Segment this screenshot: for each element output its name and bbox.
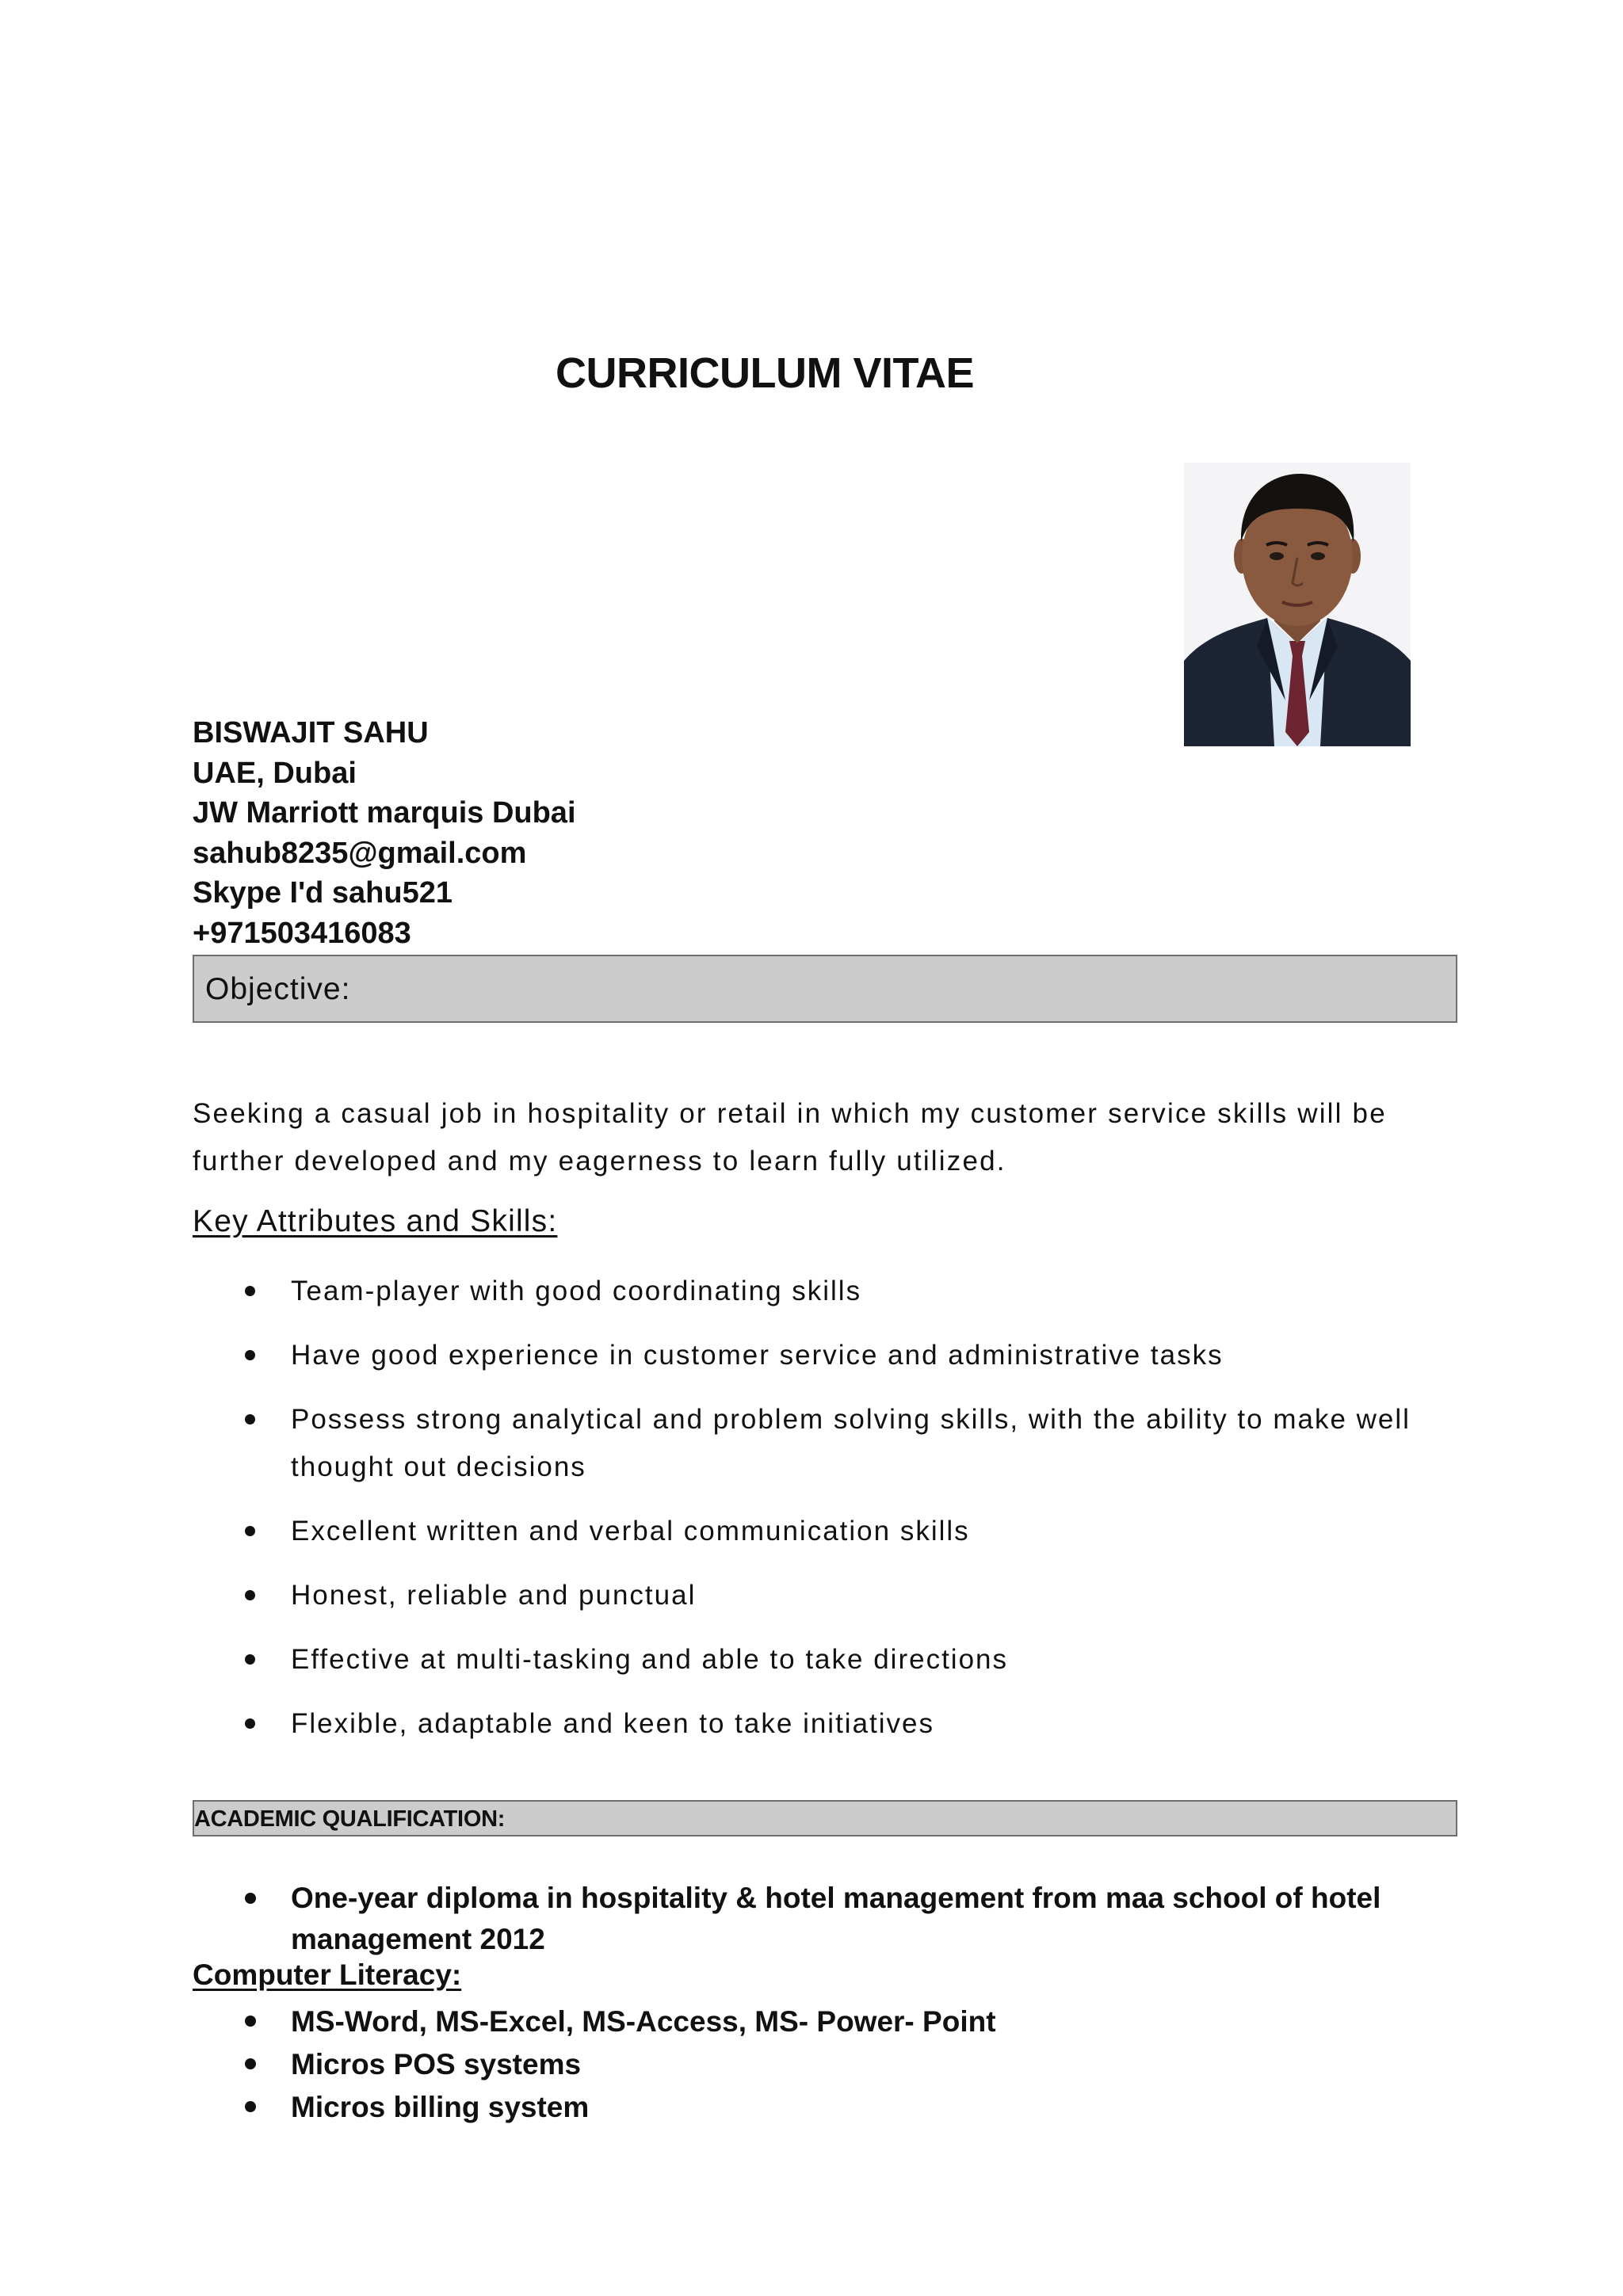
bullet-icon: [245, 1654, 255, 1665]
bullet-icon: [245, 1718, 255, 1729]
candidate-skype: Skype I'd sahu521: [193, 876, 453, 910]
candidate-name: BISWAJIT SAHU: [193, 716, 429, 749]
computer-text: MS-Word, MS-Excel, MS-Access, MS- Power- Point: [291, 2005, 996, 2038]
document-title: CURRICULUM VITAE: [556, 349, 974, 397]
computer-item: [0, 2043, 1432, 2086]
bullet-icon: [245, 2016, 256, 2027]
bullet-icon: [245, 1286, 255, 1296]
candidate-location: UAE, Dubai: [193, 756, 357, 790]
skill-item: [0, 1508, 1432, 1555]
objective-heading: Objective:: [205, 972, 351, 1006]
computer-item: [0, 2086, 1432, 2129]
skill-text: Effective at multi-tasking and able to take directions: [291, 1644, 1009, 1675]
skill-item: [0, 1268, 1432, 1315]
academic-text: One-year diploma in hospitality & hotel management from maa school of hotel management 2012: [291, 1882, 1381, 1955]
profile-photo: [1184, 463, 1411, 746]
academic-heading-box: [193, 1800, 1457, 1836]
candidate-phone: +971503416083: [193, 916, 411, 950]
skill-item: [0, 1396, 1432, 1491]
skill-text: Honest, reliable and punctual: [291, 1580, 697, 1611]
academic-list: [0, 1878, 1623, 1960]
bullet-icon: [245, 1414, 255, 1425]
skill-item: [0, 1332, 1432, 1379]
skill-text: Excellent written and verbal communication skills: [291, 1516, 970, 1547]
skill-item: [0, 1636, 1432, 1684]
bullet-icon: [245, 1526, 255, 1536]
bullet-icon: [245, 1893, 256, 1904]
computer-list: [0, 2000, 1623, 2129]
skill-text: Team-player with good coordinating skills: [291, 1276, 862, 1306]
skill-text: Flexible, adaptable and keen to take initiatives: [291, 1708, 935, 1739]
objective-text: Seeking a casual job in hospitality or retail in which my customer service skills will be further developed and my eagerness to learn fully utilized.: [193, 1098, 1387, 1177]
objective-heading-box: [193, 955, 1457, 1023]
skills-list: [0, 1268, 1623, 1764]
bullet-icon: [245, 2058, 256, 2069]
skills-heading: Key Attributes and Skills:: [193, 1204, 558, 1238]
computer-text: Micros POS systems: [291, 2048, 582, 2081]
skill-text: Possess strong analytical and problem solving skills, with the ability to make well thought out decisions: [291, 1404, 1411, 1482]
computer-item: [0, 2000, 1432, 2043]
academic-heading: ACADEMIC QUALIFICATION:: [194, 1806, 506, 1832]
contact-block: [193, 713, 576, 953]
bullet-icon: [245, 1590, 255, 1600]
candidate-employer: JW Marriott marquis Dubai: [193, 796, 576, 830]
academic-item: [0, 1878, 1432, 1960]
candidate-email[interactable]: sahub8235@gmail.com: [193, 836, 527, 870]
skill-item: [0, 1572, 1432, 1619]
bullet-icon: [245, 1350, 255, 1360]
bullet-icon: [245, 2101, 256, 2112]
skill-item: [0, 1700, 1432, 1748]
profile-photo-icon: [1184, 463, 1411, 746]
computer-text: Micros billing system: [291, 2091, 590, 2123]
computer-heading: Computer Literacy:: [193, 1958, 462, 1991]
skill-text: Have good experience in customer service and administrative tasks: [291, 1340, 1224, 1371]
